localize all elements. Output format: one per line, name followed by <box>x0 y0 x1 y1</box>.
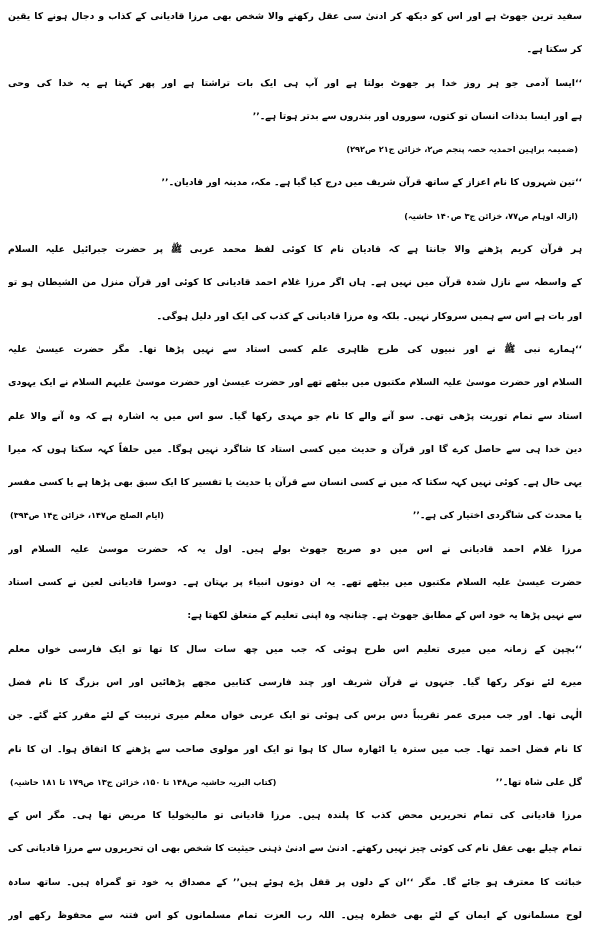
quote-line: یہی حال ہے۔ کوئی نہیں کہہ سکتا کہ میں نے کسی انسان سے قرآن یا حدیث یا تفسیر کا ایک سبق بھی پڑھا ہے یا کسی مفسر <box>8 477 582 489</box>
quote-line: ‘‘ایسا آدمی جو ہر روز خدا پر جھوٹ بولتا ہے اور آپ ہی ایک بات تراشتا ہے اور پھر کہتا ہے یہ خدا کی وحی <box>8 77 582 89</box>
quote-line: گل علی شاہ تھا۔’’ <box>495 776 582 788</box>
quote-line: ‘‘بچپن کے زمانہ میں میری تعلیم اس طرح ہوئی کہ جب میں چھ سات سال کا تھا تو ایک فارسی خواں معلم <box>8 643 582 655</box>
quote-line: الٰہی تھا۔ اور جب میری عمر تقریباً دس برس کی ہوئی تو ایک عربی خواں معلم میری تربیت کے لئے مقرر کئے گئے۔ جن <box>8 710 582 722</box>
body-line: ہر قرآن کریم پڑھنے والا جانتا ہے کہ قادیان نام کا کوئی لفظ محمد عربی ﷺ پر حضرت جبرائیل علیہ السلام <box>8 244 582 256</box>
quote-block <box>8 166 582 233</box>
quote-line: کا نام فضل احمد تھا۔ جب میں سترہ یا اٹھارہ سال کا ہوا تو ایک اور مولوی صاحب سے پڑھنے کا اتفاق ہوا۔ ان کا نام <box>8 743 582 755</box>
quote-line: میرے لئے نوکر رکھا گیا۔ جنہوں نے قرآن شریف اور چند فارسی کتابیں مجھے پڑھائیں اور اس بزرگ کا نام فضل <box>8 676 582 688</box>
citation: (کتاب البریہ حاشیہ ص۱۴۸ تا ۱۵۰، خزائن ج۱۳ ص۱۷۹ تا ۱۸۱ حاشیہ) <box>10 776 277 787</box>
citation: (ایام الصلح ص۱۴۷، خزائن ج۱۴ ص۳۹۴) <box>10 510 165 521</box>
body-line: حضرت عیسیٰ علیہ السلام مکتبوں میں بیٹھے تھے۔ یہ ان دونوں انبیاء پر بہتان ہے۔ دوسرا قادیانی لعین نے کسی استاد <box>8 577 582 589</box>
commentary-paragraph <box>8 533 582 633</box>
body-line: اور بات ہے اس سے ہمیں سروکار نہیں۔ بلکہ وہ مرزا قادیانی کے کذب کی ایک اور دلیل ہوگی۔ <box>156 310 582 322</box>
body-line: سفید ترین جھوٹ ہے اور اس کو دیکھ کر ادنیٰ سی عقل رکھنے والا شخص بھی مرزا قادیانی کے کذاب و دجال ہونے کا یقین <box>8 11 582 22</box>
commentary-paragraph <box>8 233 582 333</box>
quote-line: دین خدا ہی سے حاصل کرے گا اور قرآن و حدیث میں کسی استاد کا شاگرد نہیں ہوگا۔ میں حلفاً کہہ سکتا ہوں کہ میرا <box>8 443 582 455</box>
body-line: مرزا غلام احمد قادیانی نے اس میں دو صریح جھوٹ بولے ہیں۔ اول یہ کہ حضرت موسیٰ علیہ السلام اور <box>8 543 582 555</box>
quote-line: ‘‘تین شہروں کا نام اعزاز کے ساتھ قرآن شریف میں درج کیا گیا ہے۔ مکہ، مدینہ اور قادیان۔’’ <box>161 177 582 189</box>
quote-line: یا محدث کی شاگردی اختیار کی ہے۔’’ <box>412 510 582 522</box>
commentary-paragraph <box>8 799 582 932</box>
quote-line: ‘‘ہمارے نبی ﷺ نے اور نبیوں کی طرح ظاہری علم کسی استاد سے نہیں پڑھا تھا۔ مگر حضرت عیسیٰ علیہ <box>8 343 582 355</box>
body-line: سے نہیں پڑھا یہ خود اس کے مطابق جھوٹ ہے۔ چنانچہ وہ اپنی تعلیم کے متعلق لکھتا ہے: <box>187 610 582 622</box>
body-line: لوح مسلمانوں کے ایمان کے لئے بھی خطرہ ہیں۔ اللہ رب العزت تمام مسلمانوں کو اس فتنہ سے محفوظ رکھے اور <box>8 910 582 922</box>
quote-line: استاد سے تمام توریت پڑھی تھی۔ سو آنے والے کا نام جو مہدی رکھا گیا۔ سو اس میں یہ اشارہ ہے کہ وہ آنے والا علم <box>8 410 582 422</box>
quote-end-line <box>8 766 582 799</box>
quote-line: السلام اور حضرت موسیٰ علیہ السلام مکتبوں میں بیٹھے تھے اور حضرت عیسیٰ اور حضرت موسیٰ علیہم السلام نے ایک یہودی <box>8 377 582 389</box>
body-line: خباثت کا معترف ہو جائے گا۔ مگر ‘‘ان کے دلوں پر قفل پڑے ہوئے ہیں’’ کے مصداق یہ خود تو گمراہ ہیں۔ ساتھ سادہ <box>8 876 582 888</box>
intro-paragraph <box>8 0 582 67</box>
quote-block <box>8 333 582 533</box>
quote-block <box>8 633 582 799</box>
body-line: تمام چیلے بھی عقل نام کی کوئی چیز نہیں رکھتے۔ ادنیٰ سے ادنیٰ ذہنی حیثیت کا شخص بھی ان تحریروں سے مرزا قادیانی کی <box>8 843 582 855</box>
citation: (ازالہ اوہام ص۷۷، خزائن ج۳ ص۱۴۰ حاشیہ) <box>404 210 578 221</box>
quote-block <box>8 67 582 167</box>
body-line: کر سکتا ہے۔ <box>526 44 582 56</box>
body-line: مرزا قادیانی کی تمام تحریریں محض کذب کا پلندہ ہیں۔ مرزا قادیانی تو مالیخولیا کا مریض تھا ہی۔ مگر اس کے <box>8 810 582 822</box>
body-line: کے واسطہ سے نازل شدہ قرآن میں نہیں ہے۔ ہاں اگر مرزا غلام احمد قادیانی کا کوئی اور قرآن منزل من الشیطان ہو تو <box>8 277 582 289</box>
quote-end-line <box>8 499 582 532</box>
citation: (ضمیمہ براہین احمدیہ حصہ پنجم ص۲، خزائن ج۲۱ ص۲۹۲) <box>346 144 578 155</box>
quote-line: ہے اور ایسا بدذات انسان تو کتوں، سوروں اور بندروں سے بدتر ہوتا ہے۔’’ <box>252 110 582 122</box>
